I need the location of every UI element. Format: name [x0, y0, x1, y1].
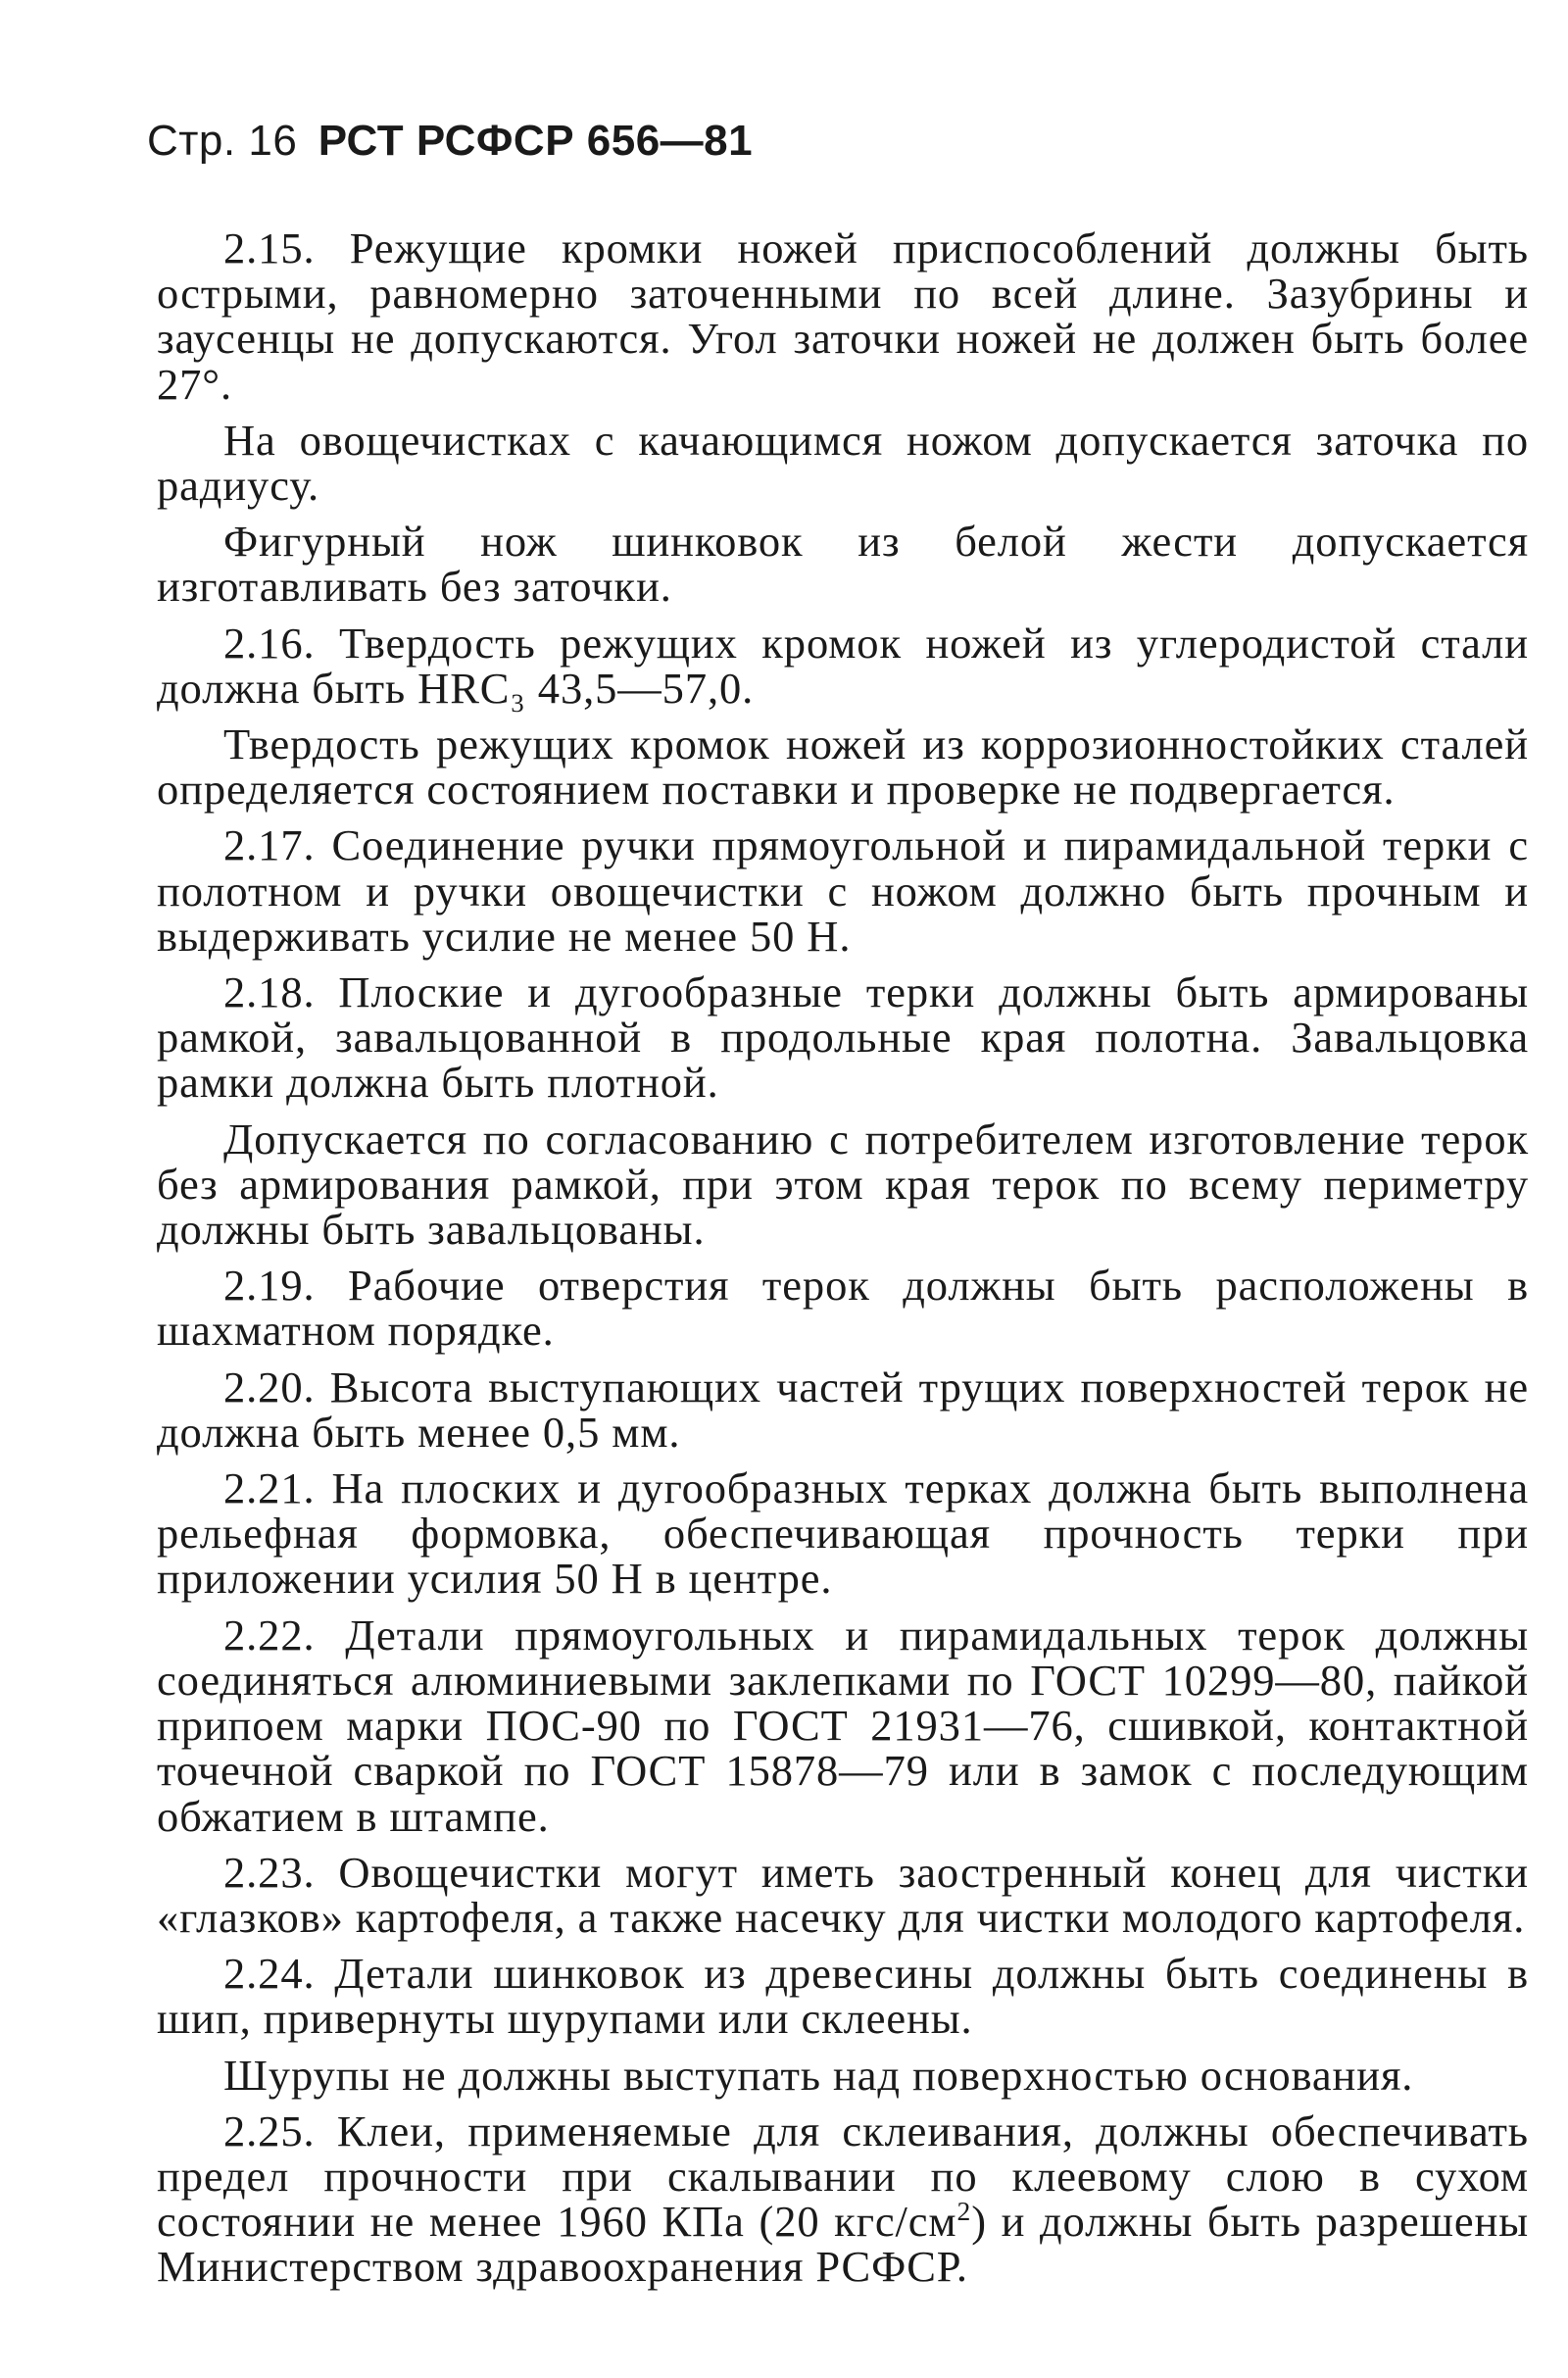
paragraph-2-15: 2.15. Режущие кромки ножей приспособлений должны быть острыми, равномерно заточенными по всей длине. Зазубрины и заусенцы не допускаются. Угол заточки ножей не должен быть более 27°. — [157, 223, 1529, 409]
paragraph-2-20: 2.20. Высота выступающих частей трущих поверхностей терок не должна быть менее 0,5 мм. — [157, 1362, 1529, 1457]
paragraph-2-15-figured-knife: Фигурный нож шинковок из белой жести допускается изготавливать без заточки. — [157, 517, 1529, 612]
superscript-exponent: 2 — [956, 2196, 972, 2227]
paragraph-2-21: 2.21. На плоских и дугообразных терках должна быть выполнена рельефная формовка, обеспечивающая прочность терки при приложении усилия 50 Н в центре. — [157, 1463, 1529, 1604]
paragraph-2-18-agreement: Допускается по согласованию с потребителем изготовление терок без армирования рамкой, при этом края терок по всему периметру должны быть завальцованы. — [157, 1114, 1529, 1255]
paragraph-2-16: 2.16. Твердость режущих кромок ножей из углеродистой стали должна быть HRC₃ 43,5—57,0. — [157, 618, 1529, 713]
paragraph-2-25 — [157, 2108, 1529, 2290]
paragraph-2-19: 2.19. Рабочие отверстия терок должны быть расположены в шахматном порядке. — [157, 1261, 1529, 1356]
paragraph-2-25-text-after: ) и должны быть разрешены Министерством здравоохранения РСФСР. — [157, 2197, 1529, 2292]
paragraph-2-23: 2.23. Овощечистки могут иметь заостренный конец для чистки «глазков» картофеля, а также насечку для чистки молодого картофеля. — [157, 1847, 1529, 1942]
body-text — [157, 225, 1529, 2301]
paragraph-2-18: 2.18. Плоские и дугообразные терки должны быть армированы рамкой, завальцованной в продольные края полотна. Завальцовка рамки должна быть плотной. — [157, 967, 1529, 1108]
page-number: Стр. 16 — [147, 117, 298, 165]
paragraph-2-24-screws: Шурупы не должны выступать над поверхностью основания. — [223, 2050, 1414, 2100]
page-header — [147, 116, 753, 166]
paragraph-2-16-stainless: Твердость режущих кромок ножей из коррозионностойких сталей определяется состоянием поставки и проверке не подвергается. — [157, 719, 1529, 815]
paragraph-2-25-text-before: 2.25. Клеи, применяемые для склеивания, должны обеспечивать предел прочности при скалывании по клеевому слою в сухом состоянии не менее 1960 КПа (20 кгс/см — [157, 2106, 1529, 2247]
paragraph-2-17: 2.17. Соединение ручки прямоугольной и пирамидальной терки с полотном и ручки овощечистки с ножом должно быть прочным и выдерживать усилие не менее 50 Н. — [157, 820, 1529, 961]
paragraph-2-22: 2.22. Детали прямоугольных и пирамидальных терок должны соединяться алюминиевыми заклепками по ГОСТ 10299—80, пайкой припоем марки ПОС-90 по ГОСТ 21931—76, сшивкой, контактной точечной сваркой по ГОСТ 15878—79 или в замок с последующим обжатием в штампе. — [157, 1610, 1529, 1841]
standard-designation: РСТ РСФСР 656—81 — [318, 117, 754, 165]
paragraph-2-15-radius: На овощечистках с качающимся ножом допускается заточка по радиусу. — [157, 415, 1529, 511]
paragraph-2-24: 2.24. Детали шинковок из древесины должны быть соединены в шип, привернуты шурупами или склеены. — [157, 1949, 1529, 2044]
